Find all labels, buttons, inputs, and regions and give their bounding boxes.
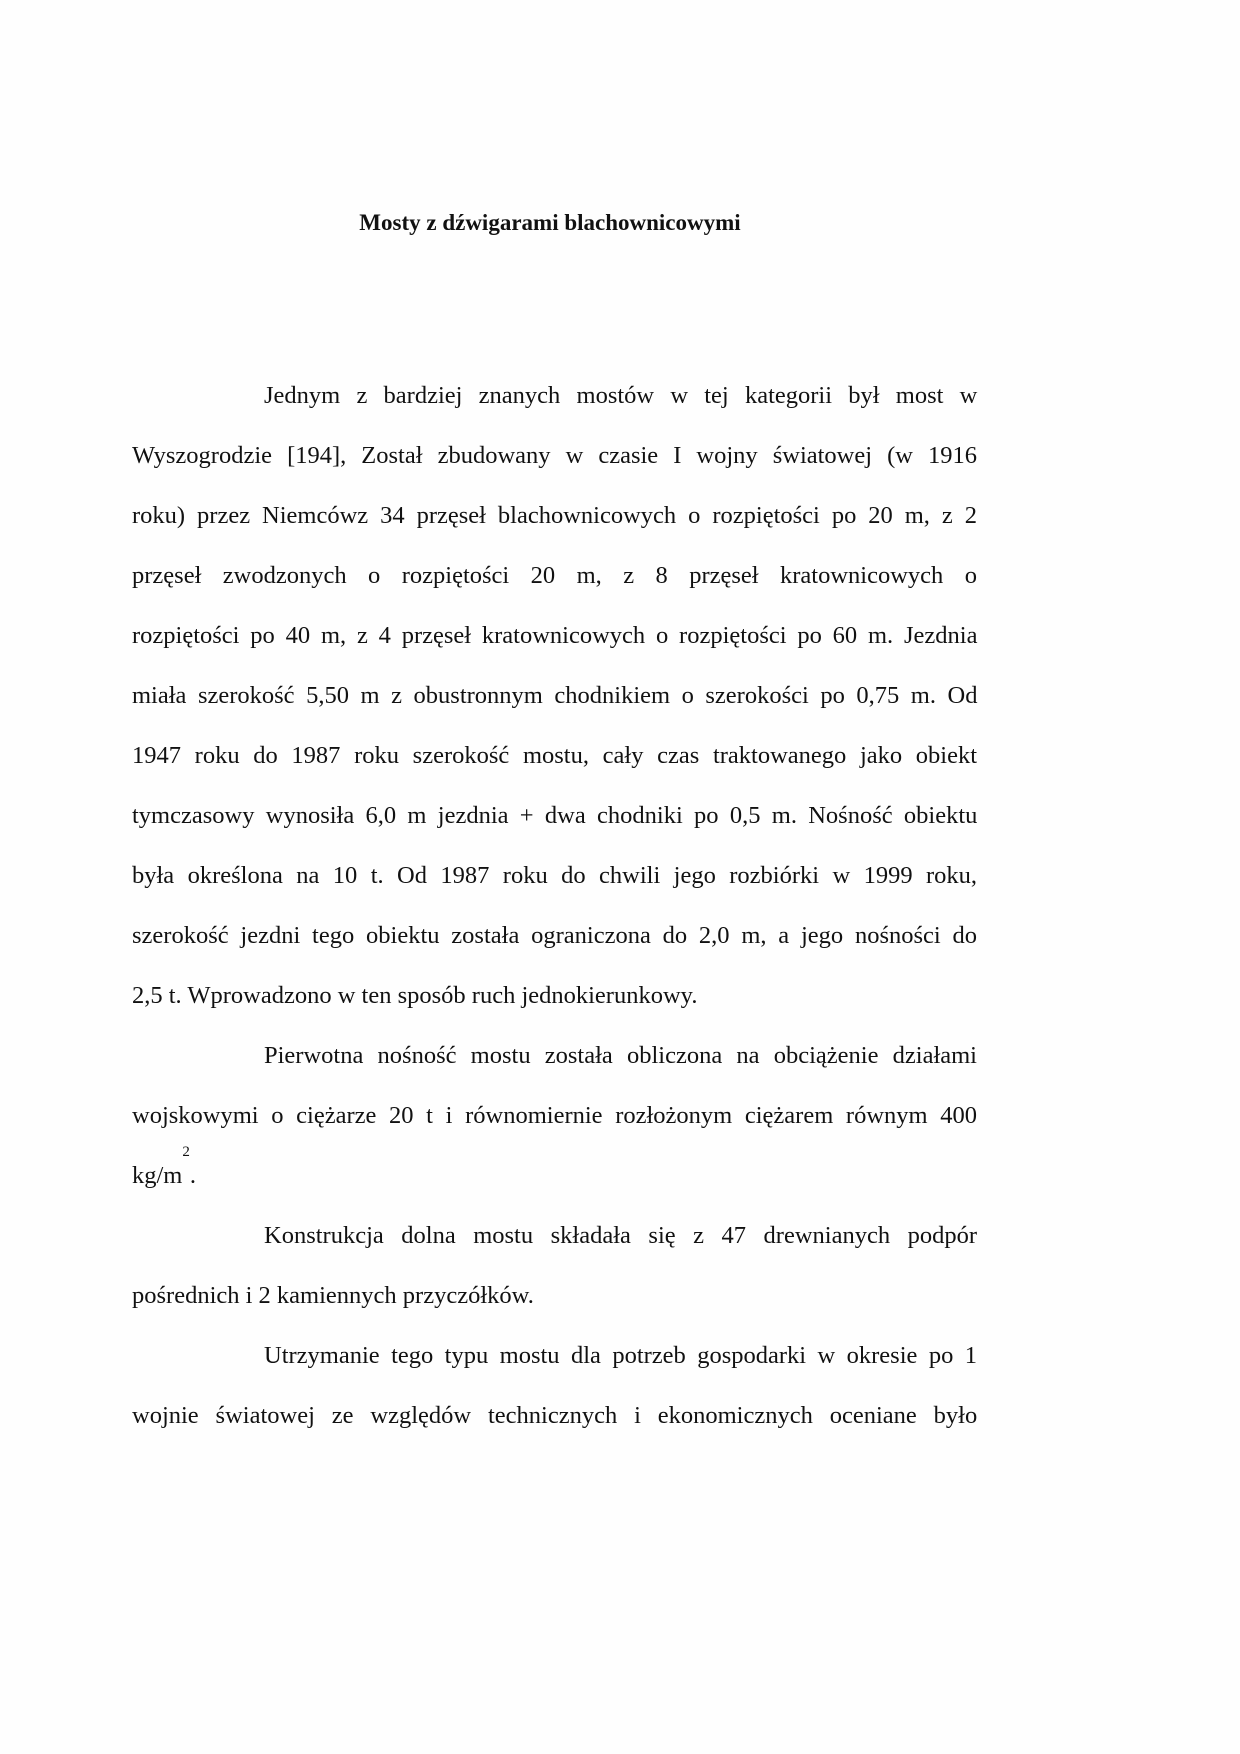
paragraph-line: rozpiętości po 40 m, z 4 przęseł kratownicowych o rozpiętości po 60 m. Jezdnia — [132, 622, 978, 649]
paragraph-line: pośrednich i 2 kamiennych przyczółków. — [132, 1282, 534, 1309]
paragraph-line: Konstrukcja dolna mostu składała się z 47 drewnianych podpór — [264, 1222, 977, 1249]
document-title-text: Mosty z dźwigarami blachownicowymi — [359, 210, 741, 236]
paragraph-line: 1947 roku do 1987 roku szerokość mostu, cały czas traktowanego jako obiekt — [132, 742, 978, 769]
paragraph-line: Jednym z bardziej znanych mostów w tej kategorii był most w — [264, 382, 978, 409]
paragraph-line: była określona na 10 t. Od 1987 roku do chwili jego rozbiórki w 1999 roku, — [132, 862, 978, 889]
paragraph-line: szerokość jezdni tego obiektu została ograniczona do 2,0 m, a jego nośności do — [132, 922, 977, 949]
paragraph-3 — [132, 1206, 977, 1326]
paragraph-2 — [132, 1026, 977, 1206]
paragraph-line: wojnie światowej ze względów technicznych i ekonomicznych oceniane było — [132, 1402, 978, 1429]
document-title — [0, 205, 1240, 241]
paragraph-line: Wyszogrodzie [194], Został zbudowany w czasie I wojny światowej (w 1916 — [132, 442, 977, 469]
unit-suffix: . — [189, 1162, 196, 1189]
paragraph-line: wojskowymi o ciężarze 20 t i równomiernie rozłożonym ciężarem równym 400 — [132, 1102, 977, 1129]
paragraph-line: roku) przez Niemcówz 34 przęseł blachownicowych o rozpiętości po 20 m, z 2 — [132, 502, 977, 529]
paragraph-4 — [132, 1326, 977, 1446]
paragraph-line: 2,5 t. Wprowadzono w ten sposób ruch jednokierunkowy. — [132, 982, 698, 1009]
document-body — [132, 366, 977, 1446]
paragraph-line: Utrzymanie tego typu mostu dla potrzeb gospodarki w okresie po 1 — [264, 1342, 977, 1369]
paragraph-line: Pierwotna nośność mostu została obliczona na obciążenie działami — [264, 1042, 977, 1069]
paragraph-1 — [132, 366, 977, 1026]
paragraph-line: przęseł zwodzonych o rozpiętości 20 m, z 8 przęseł kratownicowych o — [132, 562, 977, 589]
paragraph-line: tymczasowy wynosiła 6,0 m jezdnia + dwa chodniki po 0,5 m. Nośność obiektu — [132, 802, 978, 829]
paragraph-line: miała szerokość 5,50 m z obustronnym chodnikiem o szerokości po 0,75 m. Od — [132, 682, 978, 709]
unit-line — [132, 1146, 977, 1206]
unit-exponent: 2 — [182, 1144, 190, 1160]
unit-base: kg/m — [132, 1162, 183, 1189]
